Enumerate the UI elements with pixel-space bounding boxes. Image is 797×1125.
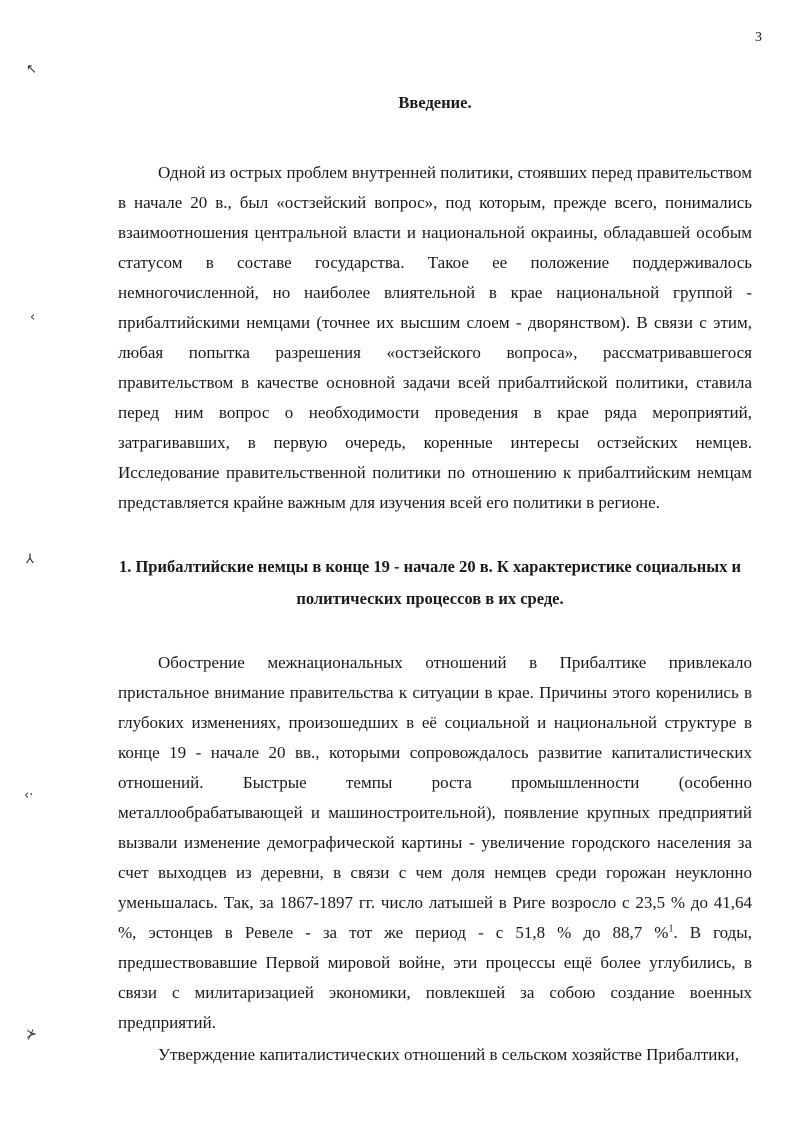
margin-mark: ⊁	[26, 1027, 37, 1042]
margin-mark: ‹·	[24, 788, 34, 803]
page-number: 3	[755, 30, 762, 45]
section-paragraph	[118, 648, 752, 1038]
margin-mark: ‹	[30, 310, 36, 325]
intro-paragraph: Одной из острых проблем внутренней политики, стоявших перед правительством в начале 20 в., был «остзейский вопрос», под которым, прежде всего, понимались взаимоотношения центральной власти и национальной окраины, обладавшей особым статусом в составе государства. Такое ее положение поддерживалось немногочисленной, но наиболее влиятельной в крае национальной группой - прибалтийскими немцами (точнее их высшим слоем - дворянством). В связи с этим, любая попытка разрешения «остзейского вопроса», рассматривавшегося правительством в качестве основной задачи всей прибалтийской политики, ставила перед ним вопрос о необходимости проведения в крае ряда мероприятий, затрагивавших, в первую очередь, коренные интересы остзейских немцев. Исследование правительственной политики по отношению к прибалтийским немцам представляется крайне важным для изучения всей его политики в регионе.	[118, 163, 752, 512]
paragraph-text-end: . В годы, предшествовавшие Первой мировой войне, эти процессы ещё более углубились, в связи с милитаризацией экономики, повлекшей за собою создание военных предприятий.	[118, 923, 752, 1032]
page-title: Введение.	[398, 93, 472, 112]
margin-mark: ⅄	[26, 552, 34, 567]
document-body	[118, 88, 752, 1070]
section-heading: 1. Прибалтийские немцы в конце 19 - начале 20 в. К характеристике социальных и политических процессов в их среде.	[118, 557, 742, 608]
paragraph-text: Обострение межнациональных отношений в Прибалтике привлекало пристальное внимание правительства к ситуации в крае. Причины этого коренились в глубоких изменениях, произошедших в её социальной и национальной структуре в конце 19 - начале 20 вв., которыми сопровождалось развитие капиталистических отношений. Быстрые темпы роста промышленности (особенно металлообрабатывающей и машиностроительной), появление крупных предприятий вызвали изменение демографической картины - увеличение городского населения за счет выходцев из деревни, в связи с чем доля немцев среди горожан неуклонно уменьшалась. Так, за 1867-1897 гг. число латышей в Риге возросло с 23,5 % до 41,64 %, эстонцев в Ревеле - за тот же период - с 51,8 % до 88,7 %	[118, 653, 752, 942]
footnote-marker: 1	[668, 923, 674, 935]
section-paragraph-2: Утверждение капиталистических отношений в сельском хозяйстве Прибалтики,	[158, 1045, 739, 1064]
margin-mark: ↖	[26, 62, 37, 77]
